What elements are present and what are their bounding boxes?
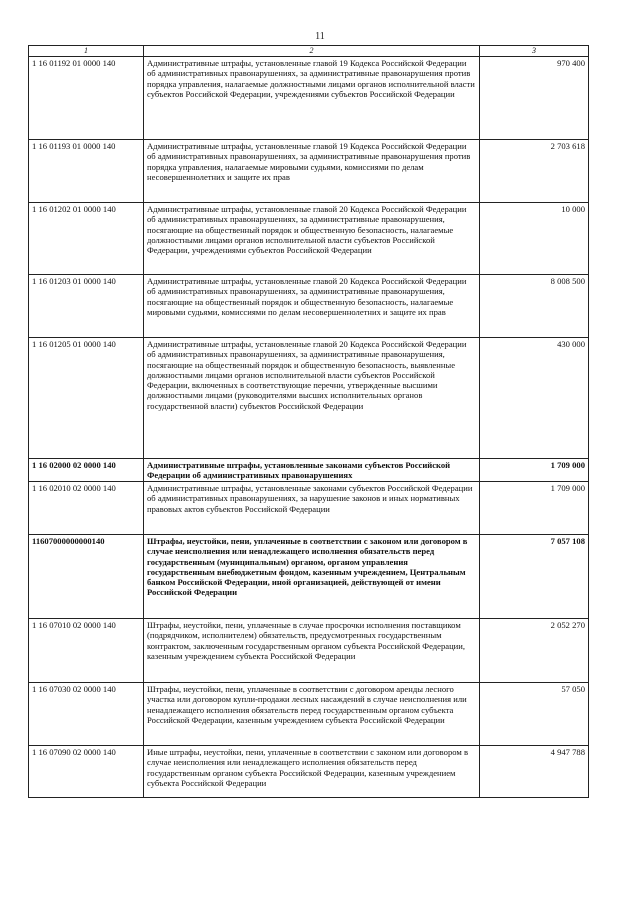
table-row: [29, 57, 589, 140]
table-row: [29, 619, 589, 683]
row-amount: 2 052 270: [480, 619, 589, 683]
row-name: Административные штрафы, установленные законами субъектов Российской Федерации об административных правонарушениях: [144, 459, 480, 482]
table-row: [29, 203, 589, 275]
row-name: Штрафы, неустойки, пени, уплаченные в соответствии с законом или договором в случае неисполнения или ненадлежащего исполнения обязательств перед государственным (муниципальным) органом, органом управления государственным внебюджетным фондом, казенным учреждением, Центральным банком Российской Федерации, иной организацией, действующей от имени Российской Федерации: [144, 535, 480, 619]
revenue-table: [28, 45, 589, 798]
row-code: 1 16 01203 01 0000 140: [29, 275, 144, 338]
row-name: Административные штрафы, установленные главой 19 Кодекса Российской Федерации об административных правонарушениях, за административные правонарушения против порядка управления, налагаемые мировыми судьями, комиссиями по делам несовершеннолетних и защите их прав: [144, 140, 480, 203]
table-row: [29, 140, 589, 203]
row-amount: 57 050: [480, 683, 589, 746]
row-name: Штрафы, неустойки, пени, уплаченные в случае просрочки исполнения поставщиком (подрядчиком, исполнителем) обязательств, предусмотренных государственным контрактом, заключенным государственным органом субъекта Российской Федерации, казенным учреждением субъекта Российской Федерации: [144, 619, 480, 683]
row-code: 1 16 02000 02 0000 140: [29, 459, 144, 482]
row-amount: 1 709 000: [480, 459, 589, 482]
row-code: 1 16 07030 02 0000 140: [29, 683, 144, 746]
row-name: Административные штрафы, установленные главой 20 Кодекса Российской Федерации об административных правонарушениях, за административные правонарушения, посягающие на общественный порядок и общественную безопасность, налагаемые мировыми судьями, комиссиями по делам несовершеннолетних и защите их прав: [144, 275, 480, 338]
row-code: 1 16 07090 02 0000 140: [29, 746, 144, 798]
table-row-group-header: [29, 459, 589, 482]
column-number-3: 3: [480, 46, 589, 57]
row-code: 1 16 01193 01 0000 140: [29, 140, 144, 203]
table-row: [29, 746, 589, 798]
row-amount: 10 000: [480, 203, 589, 275]
row-code: 1 16 01205 01 0000 140: [29, 338, 144, 459]
row-code: 1 16 01202 01 0000 140: [29, 203, 144, 275]
row-name: Административные штрафы, установленные главой 19 Кодекса Российской Федерации об административных правонарушениях, за административные правонарушения против порядка управления, налагаемые должностными лицами органов исполнительной власти субъектов Российской Федерации, учреждениями субъектов Российской Федерации: [144, 57, 480, 140]
row-name: Штрафы, неустойки, пени, уплаченные в соответствии с договором аренды лесного участка или договором купли-продажи лесных насаждений в случае неисполнения или ненадлежащего исполнения обязательств перед государственным органом субъекта Российской Федерации, казенным учреждением субъекта Российской Федерации: [144, 683, 480, 746]
row-code: 1 16 02010 02 0000 140: [29, 482, 144, 535]
row-name: Административные штрафы, установленные законами субъектов Российской Федерации об административных правонарушениях, за нарушение законов и иных нормативных правовых актов субъектов Российской Федерации: [144, 482, 480, 535]
row-amount: 1 709 000: [480, 482, 589, 535]
row-amount: 4 947 788: [480, 746, 589, 798]
row-amount: 2 703 618: [480, 140, 589, 203]
row-name: Административные штрафы, установленные главой 20 Кодекса Российской Федерации об административных правонарушениях, за административные правонарушения, посягающие на общественный порядок и общественную безопасность, налагаемые должностными лицами органов исполнительной власти субъектов Российской Федерации, учреждениями субъектов Российской Федерации: [144, 203, 480, 275]
row-code: 1 16 01192 01 0000 140: [29, 57, 144, 140]
row-code: 1 16 07010 02 0000 140: [29, 619, 144, 683]
table-row: [29, 482, 589, 535]
column-number-1: 1: [29, 46, 144, 57]
table-row: [29, 683, 589, 746]
table-row: [29, 338, 589, 459]
row-amount: 970 400: [480, 57, 589, 140]
row-amount: 8 008 500: [480, 275, 589, 338]
row-name: Административные штрафы, установленные главой 20 Кодекса Российской Федерации об административных правонарушениях, за административные правонарушения, посягающие на общественный порядок и общественную безопасность, выявленные должностными лицами органов исполнительной власти субъектов Российской Федерации, включенных в соответствующие перечни, утвержденные высшими должностными лицами (руководителями высших исполнительных органов государственной власти) субъектов Российской Федерации: [144, 338, 480, 459]
row-name: Иные штрафы, неустойки, пени, уплаченные в соответствии с законом или договором в случае неисполнения или ненадлежащего исполнения обязательств перед государственным органом субъекта Российской Федерации, казенным учреждением субъекта Российской Федерации: [144, 746, 480, 798]
page-number: 11: [315, 31, 325, 42]
table-row: [29, 275, 589, 338]
table-row-group-header: [29, 535, 589, 619]
row-code: 11607000000000140: [29, 535, 144, 619]
row-amount: 430 000: [480, 338, 589, 459]
row-amount: 7 057 108: [480, 535, 589, 619]
column-number-2: 2: [144, 46, 480, 57]
column-number-row: [29, 46, 589, 57]
